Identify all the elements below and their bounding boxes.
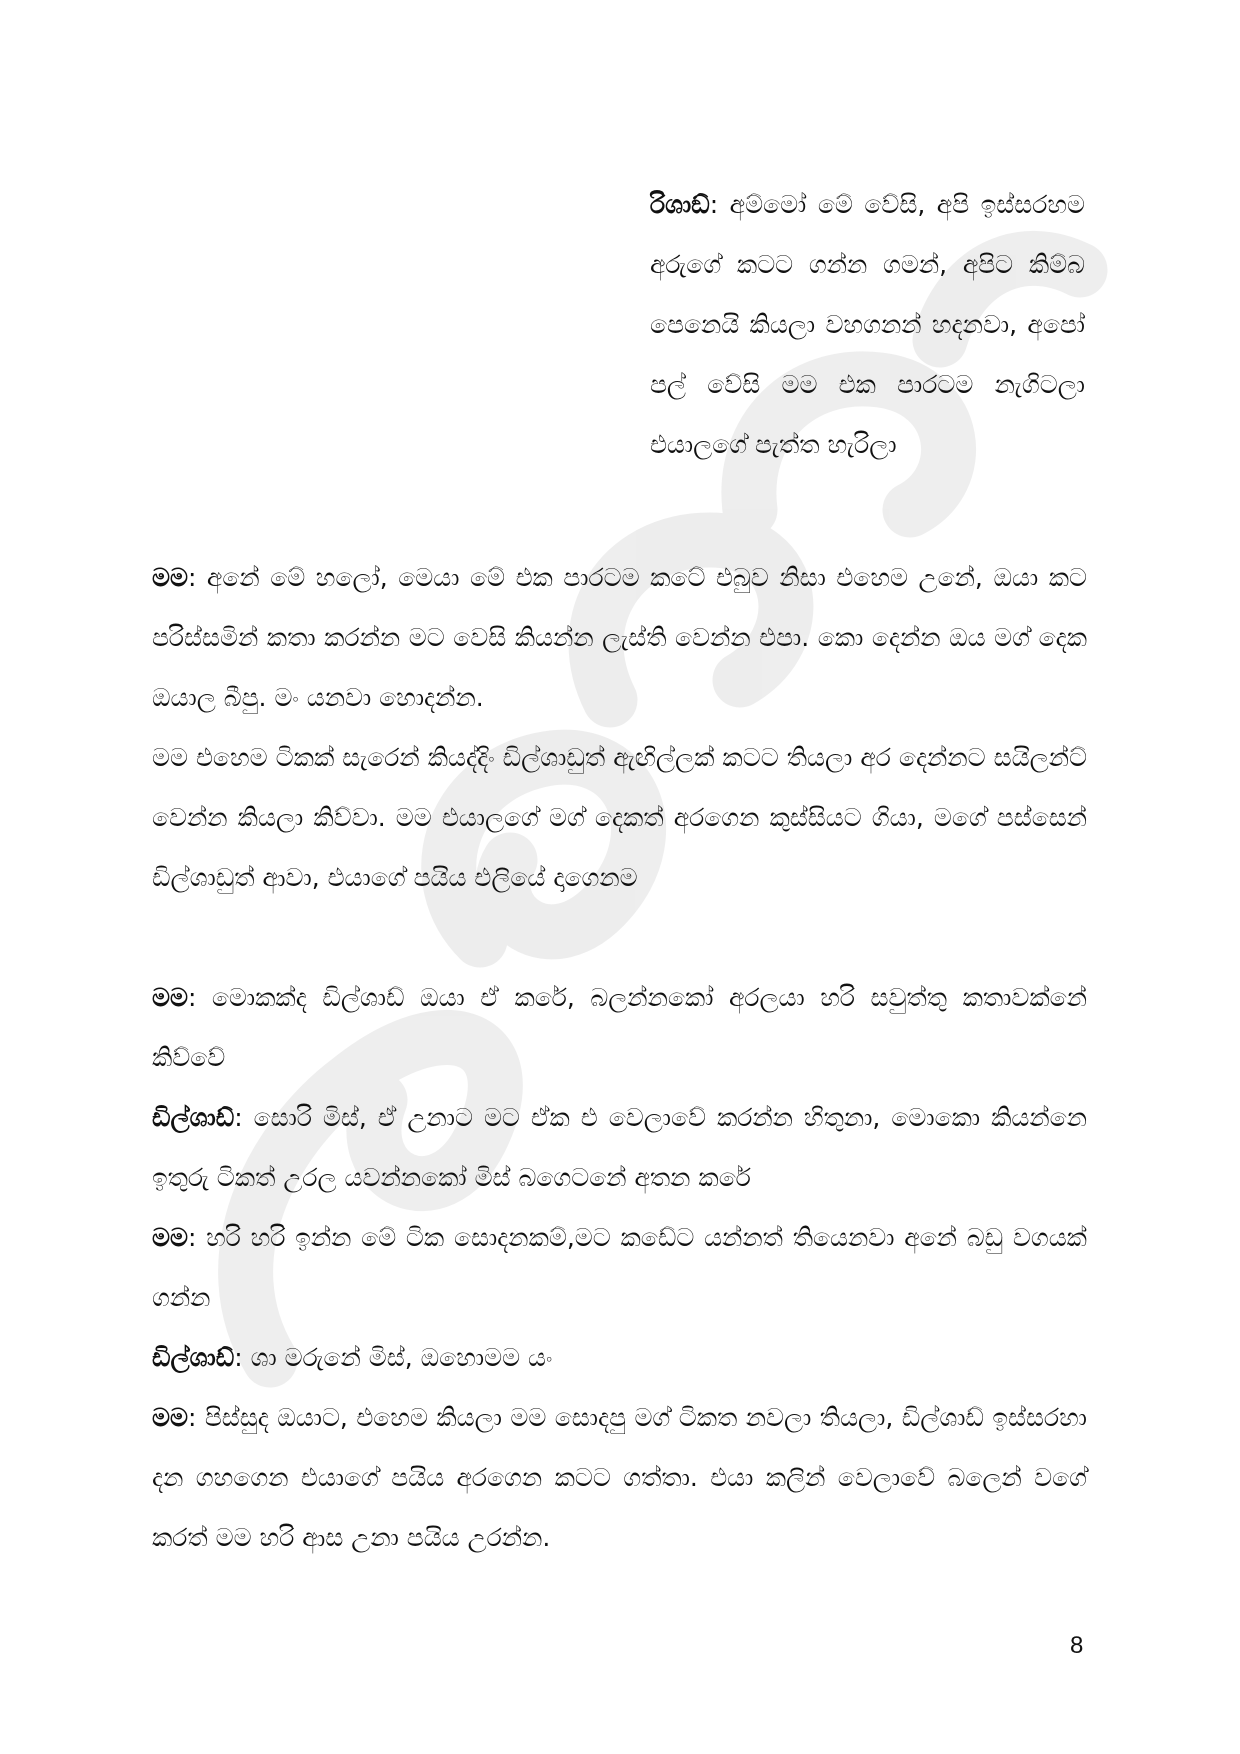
speaker-name: මම: [152, 983, 188, 1012]
speaker-name: මම: [152, 1223, 188, 1252]
speaker-name: ඩිල්ශාඩ්: [152, 1343, 235, 1372]
page-number: 8: [1070, 1632, 1084, 1659]
speaker-name: රිශාඞ්: [650, 190, 710, 219]
paragraph-text: : ශා මරුනේ මිස්, ඔහොමම යං: [234, 1343, 553, 1372]
paragraph-text: : අනේ මේ හලෝ, මෙයා මේ එක පාරටම කටේ එබුව නිසා එහෙම උනේ, ඔයා කට පරිස්සමින් කතා කරන්න මට වෙසි කියන්න ලැස්ති වෙන්න එපා. කො දෙන්න ඔය මග් දෙක ඔයාල බීපු. මං යනවා හොදන්න.: [152, 563, 1087, 712]
paragraph: [152, 1328, 1087, 1388]
paragraph-text: : හරි හරි ඉන්න මේ ටික සොදනකම්,මට කඩේට යන්නත් තියෙනවා අනේ බඩු වගයක් ගන්න: [152, 1223, 1087, 1312]
paragraph-text: : මොකක්ද ඩිල්ශාඩ් ඔයා ඒ කරේ, බලන්නකෝ අරලයා හරි සවුත්තු කතාවක්නේ කිව්වේ: [152, 983, 1087, 1072]
paragraph: [152, 968, 1087, 1088]
paragraph-text: : පිස්සුද ඔයාට, එහෙම කියලා මම සොදපු මග් ටිකත නවලා තියලා, ඩිල්ශාඩ් ඉස්සරහා දන ගහගෙන එයාගේ පයිය අරගෙන කටට ගත්තා. එයා කලින් වෙලාවේ බලෙන් වගේ කරත් මම හරි ආස උනා පයිය උරන්න.: [152, 1403, 1087, 1552]
paragraph-text: මම එහෙම ටිකක් සැරෙන් කියද්දිං ඩිල්ශාඩුත් ඇඟිල්ලක් කටට තියලා අර දෙන්නට සයිලන්ට් වෙන්න කියලා කිව්වා. මම එයාලගේ මග් දෙකත් අරගෙන කුස්සියට ගියා, මගේ පස්සෙන් ඩිල්ශාඩුත් ආවා, එයාගේ පයිය එලියේ දාගෙනම: [152, 743, 1087, 892]
paragraph: [152, 548, 1087, 728]
paragraph: [152, 1088, 1087, 1208]
paragraph-text: : අම්මෝ මේ වේසි, අපි ඉස්සරහම අරුගේ කටට ගන්න ගමන්, අපිට කිම්බ පෙනෙයි කියලා වහගනන් හදනවා, අපෝ පල් වේසි මම එක පාරටම නැගිටලා එයාලගේ පැත්ත හැරිලා: [650, 190, 1085, 459]
paragraph-text: : සොරි මිස්, ඒ උනාට මට ඒක එ වෙලාවේ කරන්න හිතුනා, මොකො කියන්නෙ ඉතුරු ටිකත් උරල යවන්නකෝ මිස් බගෙටනේ අතන කරේ: [152, 1103, 1087, 1192]
body-text: [152, 548, 1087, 1568]
paragraph: [152, 1208, 1087, 1328]
speaker-name: මම: [152, 563, 188, 592]
paragraph: [152, 1388, 1087, 1568]
intro-paragraph: [650, 175, 1085, 475]
speaker-name: ඩිල්ශාඩ්: [152, 1103, 235, 1132]
paragraph: [152, 728, 1087, 908]
speaker-name: මම: [152, 1403, 188, 1432]
